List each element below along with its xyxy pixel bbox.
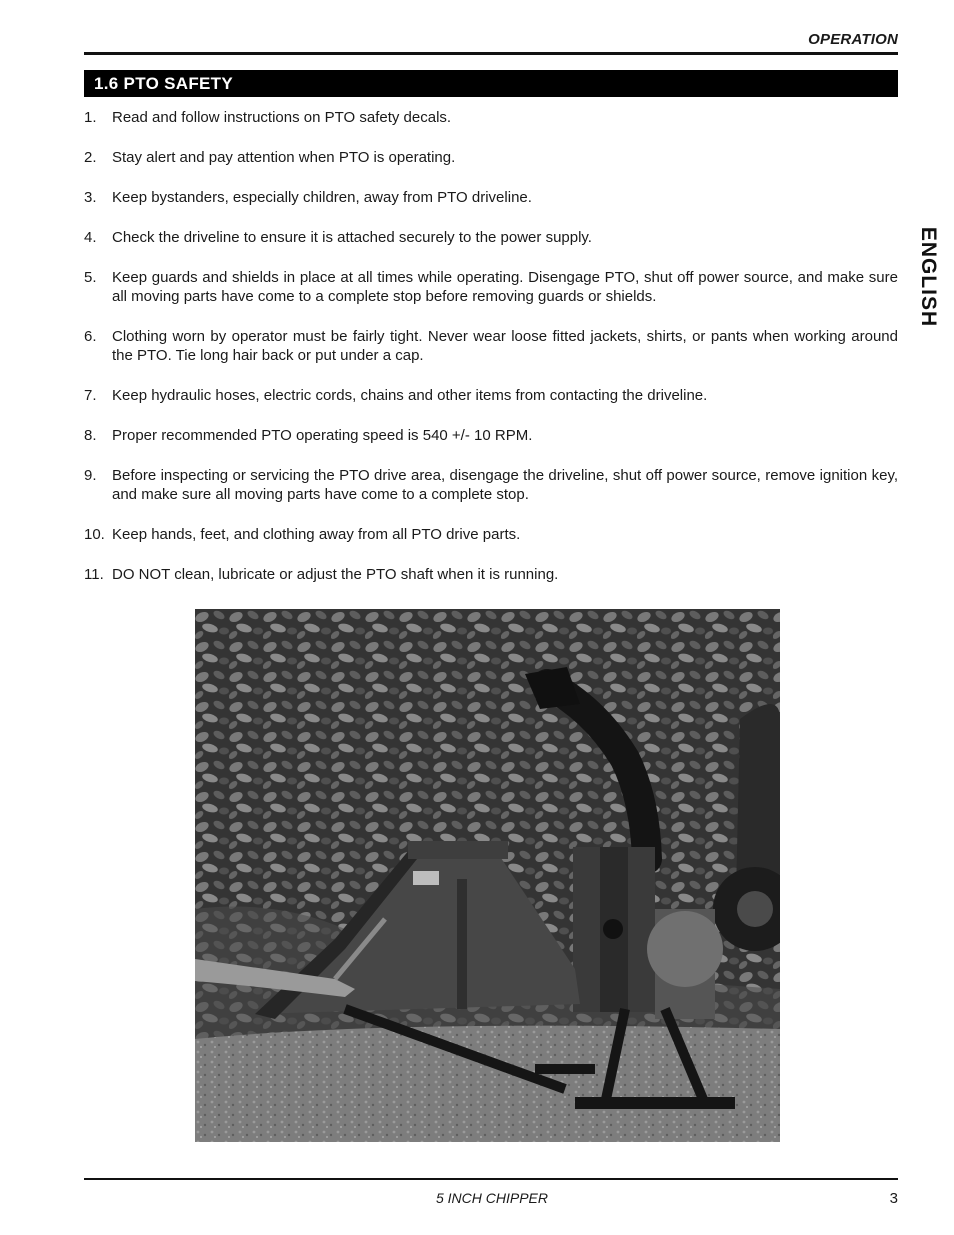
list-item [84,565,898,584]
step-number: 11. [84,566,104,583]
step-text: DO NOT clean, lubricate or adjust the PTO shaft when it is running. [112,566,559,583]
footer-rule [84,1178,898,1180]
page-number: 3 [889,1190,898,1207]
list-item [84,525,898,544]
list-item [84,148,898,167]
step-text: Stay alert and pay attention when PTO is operating. [112,149,456,166]
list-item [84,466,898,504]
step-number: 7. [84,387,97,404]
list-item [84,426,898,445]
chipper-photo-illustration [195,609,780,1142]
safety-steps-list [84,108,898,605]
running-header-section: OPERATION [808,31,898,48]
footer-document-title: 5 INCH CHIPPER [435,1190,549,1206]
language-label: ENGLISH [917,226,940,328]
step-number: 3. [84,189,97,206]
step-text: Clothing worn by operator must be fairly tight. Never wear loose fitted jackets, shirts, or pants when working around the PTO. Tie long hair back or put under a cap. [112,328,898,364]
step-number: 1. [84,109,97,126]
section-title: 1.6 PTO SAFETY [94,73,233,93]
list-item [84,108,898,127]
list-item [84,268,898,306]
step-number: 4. [84,229,97,246]
step-number: 8. [84,427,97,444]
list-item [84,228,898,247]
step-text: Keep bystanders, especially children, away from PTO driveline. [112,189,532,206]
step-text: Read and follow instructions on PTO safety decals. [112,109,452,126]
list-item [84,188,898,207]
step-number: 2. [84,149,97,166]
chipper-photo [195,609,780,1142]
list-item [84,327,898,365]
step-number: 6. [84,328,97,345]
step-text: Check the driveline to ensure it is attached securely to the power supply. [112,229,592,246]
list-item [84,386,898,405]
step-text: Proper recommended PTO operating speed is 540 +/- 10 RPM. [112,427,533,444]
step-number: 10. [84,526,105,543]
section-heading-bar [84,70,898,97]
step-text: Keep hydraulic hoses, electric cords, chains and other items from contacting the driveline. [112,387,708,404]
step-text: Keep guards and shields in place at all times while operating. Disengage PTO, shut off power source, and make sure all moving parts have come to a complete stop before removing guards or shields. [112,269,898,305]
header-rule [84,52,898,55]
step-text: Before inspecting or servicing the PTO drive area, disengage the driveline, shut off power source, remove ignition key, and make sure all moving parts have come to a complete stop. [112,467,898,503]
language-side-tab [910,222,946,332]
step-number: 9. [84,467,97,484]
step-text: Keep hands, feet, and clothing away from all PTO drive parts. [112,526,521,543]
step-number: 5. [84,269,97,286]
